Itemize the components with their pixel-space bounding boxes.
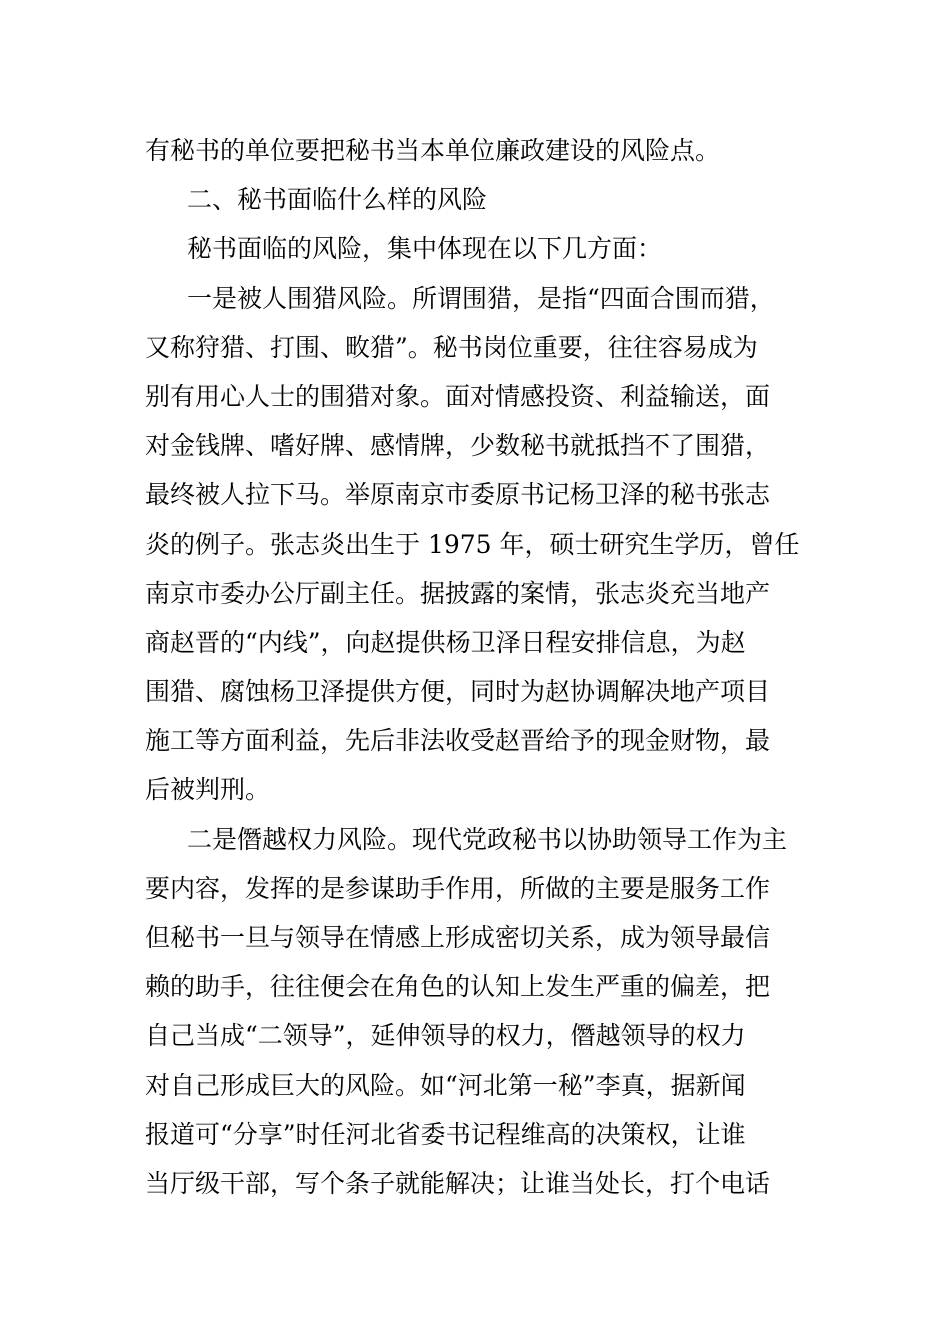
text-line: 赖的助手，往往便会在角色的认知上发生严重的偏差，把 bbox=[145, 972, 771, 1002]
text-line: 炎的例子。张志炎出生于 1975 年，硕士研究生学历，曾任 bbox=[145, 529, 800, 559]
text-line: 别有用心人士的围猎对象。面对情感投资、利益输送，面 bbox=[145, 381, 771, 411]
text-line: 商赵晋的“内线”，向赵提供杨卫泽日程安排信息，为赵 bbox=[145, 627, 746, 657]
text-line: 要内容，发挥的是参谋助手作用，所做的主要是服务工作 bbox=[145, 873, 771, 903]
text-line: 最终被人拉下马。举原南京市委原书记杨卫泽的秘书张志 bbox=[145, 480, 771, 510]
text-line: 又称狩猎、打围、畋猎”。秘书岗位重要，往往容易成为 bbox=[145, 332, 758, 362]
text-line: 当厅级干部，写个条子就能解决；让谁当处长，打个电话 bbox=[145, 1168, 771, 1198]
text-line: 后被判刑。 bbox=[145, 775, 271, 805]
body-text bbox=[145, 126, 810, 1208]
text-line: 南京市委办公厅副主任。据披露的案情，张志炎充当地产 bbox=[145, 578, 771, 608]
text-line: 自己当成“二领导”，延伸领导的权力，僭越领导的权力 bbox=[145, 1021, 746, 1051]
text-line: 报道可“分享”时任河北省委书记程维高的决策权，让谁 bbox=[145, 1119, 746, 1149]
text-line: 有秘书的单位要把秘书当本单位廉政建设的风险点。 bbox=[145, 136, 721, 165]
text-line: 二是僭越权力风险。现代党政秘书以协助领导工作为主 bbox=[187, 824, 788, 854]
text-line: 秘书面临的风险，集中体现在以下几方面： bbox=[187, 234, 663, 264]
text-line: 施工等方面利益，先后非法收受赵晋给予的现金财物，最 bbox=[145, 726, 771, 756]
section-heading: 二、秘书面临什么样的风险 bbox=[187, 185, 488, 215]
text-line: 围猎、腐蚀杨卫泽提供方便，同时为赵协调解决地产项目 bbox=[145, 677, 771, 707]
text-line: 对自己形成巨大的风险。如“河北第一秘”李真，据新闻 bbox=[145, 1070, 746, 1100]
text-line: 对金钱牌、嗜好牌、感情牌，少数秘书就抵挡不了围猎， bbox=[145, 431, 771, 461]
text-line: 但秘书一旦与领导在情感上形成密切关系，成为领导最信 bbox=[145, 923, 771, 952]
text-line: 一是被人围猎风险。所谓围猎，是指“四面合围而猎， bbox=[187, 283, 775, 313]
